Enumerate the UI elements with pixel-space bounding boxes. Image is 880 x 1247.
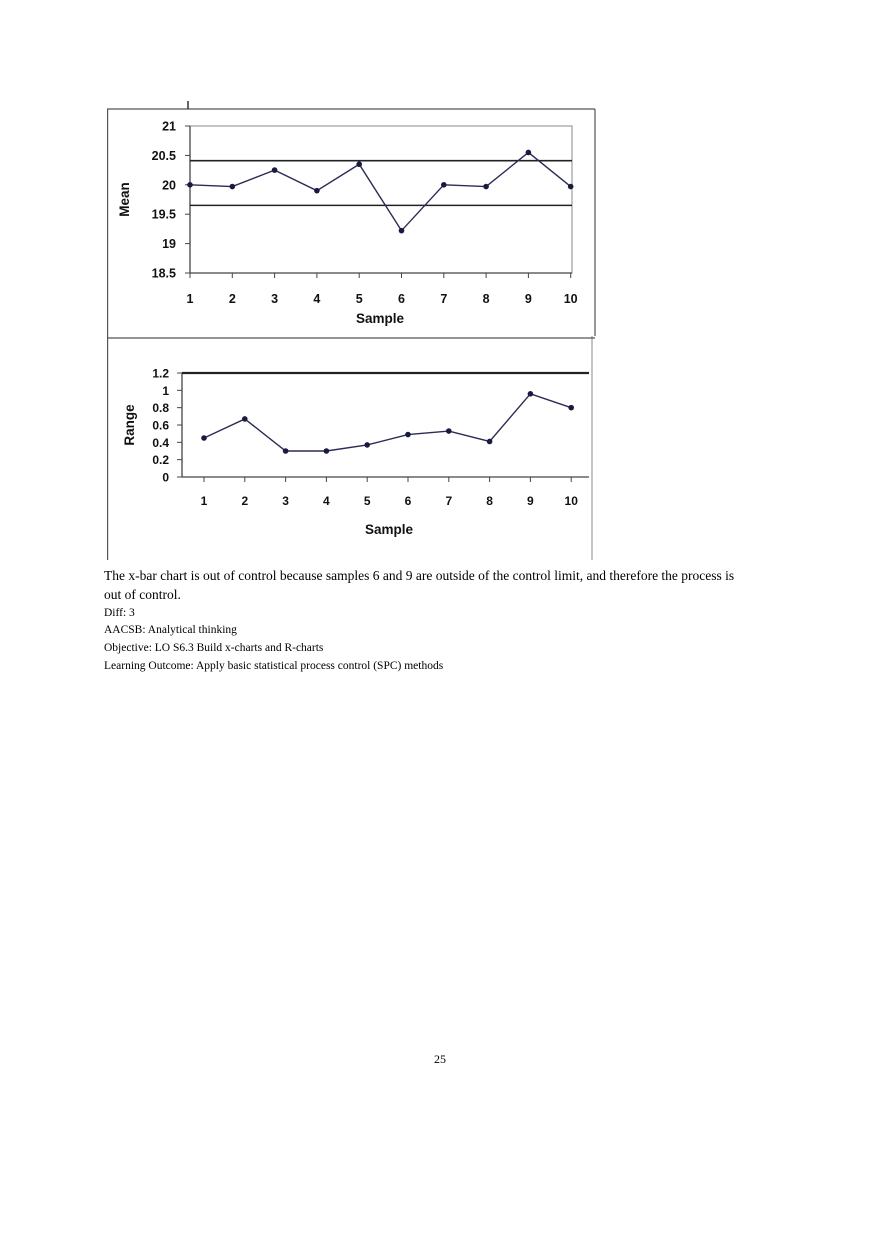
data-point bbox=[441, 182, 447, 188]
x-tick-label: 2 bbox=[228, 292, 236, 306]
x-tick-label: 5 bbox=[363, 494, 371, 508]
x-tick-label: 10 bbox=[564, 494, 578, 508]
x-tick-label: 1 bbox=[200, 494, 208, 508]
x-tick-label: 1 bbox=[186, 292, 194, 306]
data-point bbox=[272, 167, 278, 173]
data-point bbox=[483, 184, 489, 190]
x-tick-label: 7 bbox=[440, 292, 448, 306]
x-tick-label: 9 bbox=[527, 494, 534, 508]
data-point bbox=[568, 184, 574, 190]
y-tick-label: 18.5 bbox=[151, 266, 176, 281]
page-number: 25 bbox=[434, 1052, 446, 1066]
x-tick-label: 2 bbox=[241, 494, 249, 508]
data-point bbox=[283, 448, 289, 454]
data-point bbox=[526, 150, 532, 156]
difficulty-line: Diff: 3 bbox=[104, 607, 135, 619]
data-point bbox=[324, 448, 330, 454]
y-tick-label: 21 bbox=[162, 119, 176, 134]
data-point bbox=[242, 416, 248, 422]
series-line-mean bbox=[190, 152, 571, 230]
x-tick-label: 3 bbox=[271, 292, 279, 306]
objective-line: Objective: LO S6.3 Build x-charts and R-charts bbox=[104, 642, 324, 654]
data-point bbox=[487, 439, 493, 445]
y-tick-label: 20.5 bbox=[151, 148, 176, 163]
answer-explanation: The x-bar chart is out of control because samples 6 and 9 are outside of the control limit, and therefore the process is out of control. bbox=[104, 568, 735, 602]
data-point bbox=[187, 182, 193, 188]
series-line-range bbox=[204, 394, 571, 451]
data-point bbox=[314, 188, 320, 194]
x-tick-label: 7 bbox=[445, 494, 453, 508]
y-tick-label: 0 bbox=[162, 470, 169, 485]
y-tick-label: 1.2 bbox=[152, 366, 169, 381]
data-point bbox=[201, 435, 207, 441]
y-tick-label: 0.8 bbox=[152, 401, 169, 416]
y-axis-title: Range bbox=[122, 404, 137, 446]
xbar-chart bbox=[117, 120, 578, 327]
data-point bbox=[446, 428, 452, 434]
x-tick-label: 8 bbox=[486, 494, 493, 508]
data-point bbox=[528, 391, 534, 397]
learning-outcome-line: Learning Outcome: Apply basic statistical process control (SPC) methods bbox=[104, 660, 444, 672]
data-point bbox=[364, 442, 370, 448]
y-tick-label: 19.5 bbox=[151, 207, 176, 222]
x-tick-label: 8 bbox=[482, 292, 490, 306]
x-tick-label: 6 bbox=[404, 494, 412, 508]
y-tick-label: 0.6 bbox=[152, 418, 169, 433]
x-tick-label: 4 bbox=[313, 292, 321, 306]
data-point bbox=[405, 432, 411, 438]
x-tick-label: 3 bbox=[282, 494, 289, 508]
y-tick-label: 0.2 bbox=[152, 453, 169, 468]
range-chart bbox=[122, 367, 589, 538]
y-tick-label: 20 bbox=[162, 178, 176, 193]
x-tick-label: 4 bbox=[323, 494, 330, 508]
x-axis-title: Sample bbox=[364, 522, 414, 537]
y-tick-label: 0.4 bbox=[152, 435, 169, 450]
control-charts-figure bbox=[107, 98, 597, 560]
x-axis-title: Sample bbox=[355, 311, 405, 326]
y-tick-label: 1 bbox=[162, 383, 169, 398]
data-point bbox=[356, 161, 362, 167]
aacsb-line: AACSB: Analytical thinking bbox=[104, 624, 237, 636]
data-point bbox=[230, 184, 236, 190]
y-axis-title: Mean bbox=[117, 182, 132, 217]
x-tick-label: 6 bbox=[398, 292, 405, 306]
data-point bbox=[399, 228, 405, 234]
x-tick-label: 5 bbox=[355, 292, 363, 306]
data-point bbox=[568, 405, 574, 411]
x-tick-label: 9 bbox=[524, 292, 532, 306]
x-tick-label: 10 bbox=[563, 292, 578, 306]
y-tick-label: 19 bbox=[162, 237, 176, 252]
